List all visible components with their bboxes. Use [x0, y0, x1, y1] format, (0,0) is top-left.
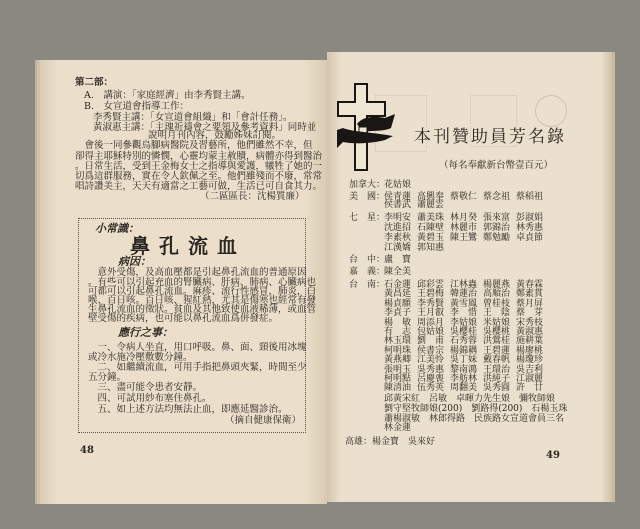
donor-name: 施耕葉	[516, 336, 544, 347]
donor-name: 楊 敏	[384, 317, 412, 328]
donor-name: 陳全美	[384, 267, 412, 277]
region-label: 嘉 義：	[349, 267, 386, 277]
box-source: （摘自健康保衛）	[225, 415, 302, 426]
region-label-spacer	[349, 337, 384, 347]
donor-name: 石金蓮	[384, 280, 412, 290]
donor-name: 柯明珠	[384, 345, 412, 356]
donor-name: 楊廖桃	[516, 345, 544, 356]
donor-row	[349, 384, 549, 394]
donor-name: 郭錦治	[483, 223, 511, 233]
donor-name: 柯明點	[384, 374, 412, 384]
donor-name: 蔡敬仁	[450, 192, 478, 202]
donor-name: 蔡稻祖	[516, 192, 544, 202]
region-label: 台 中：	[349, 255, 386, 265]
donor-line: 邱黃宋紅 呂敏 卓暉力先生娘 彌牧師娘	[384, 394, 556, 404]
donor-name: 王碧蓮	[483, 345, 511, 356]
paragraph-line: 切爲這群服務，實在令人欽佩之至。他們雖殘而不廢，常常	[75, 171, 323, 182]
sub-item-2: 黃淑惠主講：「主瑰祈禱會之要領及參考資料」同時並	[93, 122, 317, 133]
region-label: 加拿大：	[349, 180, 386, 190]
region-label-kaohsiung: 高雄：	[345, 437, 373, 447]
paragraph-line: 會後一同參觀烏腳病醫院及習藝所，他們雖然不幸，但	[75, 140, 313, 151]
region-label-spacer	[349, 300, 384, 310]
donor-name: 江林蟲	[450, 280, 478, 290]
donor-name: 李貞子	[384, 308, 412, 319]
donor-name: 林月癸	[450, 213, 478, 223]
donor-name: 吳秀惠	[417, 364, 445, 375]
donor-name: 洪純子	[483, 374, 511, 384]
donor-line: 蕭楊淑敏 林郎得路 民族路女宣道會員三名	[384, 414, 565, 424]
donor-name: 黃昌延	[384, 289, 412, 300]
paragraph-line: 卻得主耶穌特別的憐憫，心靈均蒙主赦贖，病體亦得到醫治	[75, 151, 323, 162]
donor-name: 楊錦耦	[450, 345, 478, 356]
donor-name: 侯青蓮	[384, 192, 412, 202]
donor-name: 侯書宗	[417, 345, 445, 356]
donor-name: 彭淑娟	[516, 213, 544, 223]
donor-name: 黃淑惠	[516, 327, 544, 337]
donor-name: 蔡 芽	[516, 308, 544, 319]
donor-line: 劉守堅牧師娘(200) 劉路得(200) 石楊玉珠	[384, 404, 568, 414]
donor-name: 呂慶喪	[417, 374, 445, 384]
donor-name: 卓貞節	[516, 233, 544, 243]
donor-name: 吳秀圓	[483, 383, 511, 394]
region-label-spacer	[349, 356, 384, 366]
donor-name: 戴春帆	[483, 355, 511, 366]
donor-name: 李明安	[384, 213, 412, 223]
donor-name: 宋秀枝	[516, 317, 544, 328]
donor-name: 周添月	[417, 317, 445, 328]
donor-name: 侯書武	[384, 200, 412, 210]
donor-name: 王 陰	[483, 308, 511, 319]
donor-row	[349, 244, 450, 254]
region-label: 台 南：	[349, 280, 386, 290]
donor-name: 李秀賢	[417, 298, 445, 309]
donor-name: 楊貞願	[384, 298, 412, 309]
cross-with-hands-icon	[335, 82, 397, 174]
donor-name: 蕭美珠	[417, 213, 445, 223]
region-label-spacer	[349, 347, 384, 357]
donor-name: 王碧梅	[417, 289, 445, 300]
donor-name: 黃雪鳳	[450, 298, 478, 309]
donor-name: 黃碧玉	[417, 233, 445, 243]
donor-name: 盧 寶	[384, 255, 412, 265]
donor-name: 周翻美	[450, 383, 478, 394]
action-heading: 應行之事：	[118, 326, 173, 339]
cause-heading: 病因：	[118, 255, 151, 268]
box-title: 鼻孔流血	[130, 234, 246, 258]
donor-name: 黃燕卿	[384, 355, 412, 366]
donor-name: 江淑麗	[516, 374, 544, 384]
donor-name: 江漢嬌	[384, 243, 412, 253]
donor-name: 李姑娘	[450, 317, 478, 328]
donor-name: 韓蓮治	[450, 289, 478, 300]
part-heading: 第二部：	[75, 77, 114, 88]
region-label: 七 星：	[349, 213, 386, 223]
donor-name: 伍秀英	[417, 383, 445, 394]
action-line: 四、可試用紗布塞住鼻孔。	[88, 393, 212, 404]
donor-row	[349, 181, 417, 191]
cause-line: 可都可以引起鼻孔流血。麻疹、流行性感冒，肺炎，白	[88, 286, 317, 297]
donor-row	[349, 268, 417, 278]
donor-row	[349, 201, 450, 211]
box-label: 小常識：	[95, 222, 139, 235]
sub-item-2-cont: 說明月刊內容，鼓勵姊妹訂閱。	[148, 130, 282, 141]
donor-name: 邱彩雲	[417, 280, 445, 290]
donor-name: 林秀惠	[516, 223, 544, 233]
cause-line: 喉、百日咳。百日咳、猩紅熱，尤其是傷寒也經常有發	[88, 295, 317, 306]
item-a: A. 講演：「家庭經濟」由李秀賢主講。	[84, 90, 251, 101]
donor-name: 鄭素貫	[516, 289, 544, 300]
donor-name: 王月叡	[417, 308, 445, 319]
sub-item-1: 李秀賢主講：「女宣道會組織」和「會計任務」。	[93, 112, 293, 123]
region-label-spacer	[349, 244, 384, 254]
donor-name: 張來富	[483, 213, 511, 223]
donor-name: 李 惜	[450, 308, 478, 319]
donor-name: 林玉環	[384, 336, 412, 347]
donor-name: 鄭勉勵	[483, 233, 511, 243]
page-number-left: 48	[80, 445, 94, 456]
donor-line: 林金蓮	[384, 423, 412, 433]
donor-name: 劉 甫	[417, 336, 445, 347]
faint-figure-illustration	[535, 95, 567, 127]
cause-line: 生鼻孔流血的徵狀。貧血及其他致使血液稀薄，或血管	[88, 304, 317, 315]
item-b: B. 女宣道會指導工作：	[84, 101, 190, 112]
region-label-spacer	[349, 375, 384, 385]
donor-name: 楊瓊珍	[516, 355, 544, 366]
donor-name: 吳櫻桃	[483, 327, 511, 337]
donor-name: 花姑娘	[384, 180, 412, 190]
region-label-spacer	[349, 290, 384, 300]
donor-name: 張明玉	[384, 364, 412, 375]
donor-name: 許 廿	[516, 383, 544, 394]
region-label-spacer	[349, 201, 384, 211]
donor-row	[349, 256, 417, 266]
donor-name: 高順治	[483, 289, 511, 300]
cause-line: 意外受傷，及高血壓都是引起鼻孔流血的普通原因	[88, 267, 307, 278]
page-subtitle: （每名奉獻新台幣壹百元）	[439, 160, 554, 171]
cause-line: 壁受傷的疾病，也可能以鼻孔流血爲併發症。	[88, 313, 279, 324]
donor-name: 沈進招	[384, 223, 412, 233]
donor-row	[349, 234, 549, 244]
paragraph-line: 唱詩讚美主，天天有適當之工藝可做，生活已可自食其力。	[75, 181, 323, 192]
donor-name: 吳吉利	[516, 364, 544, 375]
kaohsiung-names: 楊金寶 吳來好	[372, 437, 436, 447]
donor-name: 蔡月屏	[516, 298, 544, 309]
donor-name: 陳王鸞	[450, 233, 478, 243]
action-line: 五分鐘。	[88, 372, 127, 383]
donor-name: 郭知惠	[417, 243, 445, 253]
donor-name: 黃春霖	[516, 280, 544, 290]
donor-name: 蕭麗雲	[417, 200, 445, 210]
donor-name: 江美怜	[417, 355, 445, 366]
donor-name: 包姑娘	[417, 327, 445, 337]
donor-name: 李素秋	[384, 233, 412, 243]
donor-name: 楊麗燕	[483, 280, 511, 290]
action-line: 一、令病人坐直，用口呼吸。鼻、面、頸後用冰塊	[88, 342, 307, 353]
attribution: （二區區長：沈楊質廉）	[200, 191, 305, 202]
donor-name: 陳清油	[384, 383, 412, 394]
donor-name: 高興奉	[417, 192, 445, 202]
region-label: 美 國：	[349, 192, 386, 202]
region-label-spacer	[349, 328, 384, 338]
donor-name: 石陳壁	[417, 223, 445, 233]
action-line: 或冷水施冷壓敷數分鐘。	[88, 352, 193, 363]
donor-name: 蔡念祖	[483, 192, 511, 202]
donor-name: 黎南鴻	[450, 364, 478, 375]
donor-name: 石秀蓉	[450, 336, 478, 347]
region-label-spacer	[349, 384, 384, 394]
action-line: 二、如繼續流血，可用手指把鼻頭夾緊，時間至少	[88, 362, 307, 373]
region-label-spacer	[349, 309, 384, 319]
page-number-right: 49	[546, 450, 560, 461]
paragraph-line: 。日常生活，受到王金梅女士之指導與愛護，犧牲了她的一	[75, 161, 323, 172]
donor-name: 有 志	[384, 327, 412, 337]
region-label-spacer	[349, 319, 384, 329]
region-label-spacer	[349, 234, 384, 244]
donor-name: 米姑娘	[483, 317, 511, 328]
region-label-spacer	[349, 366, 384, 376]
region-label-spacer	[349, 224, 384, 234]
donor-name: 林麗市	[450, 223, 478, 233]
page-title: 本刊贊助員芳名錄	[414, 127, 566, 147]
action-line: 三、盡可能令患者安靜。	[88, 382, 203, 393]
donor-name: 洪鶯桂	[483, 336, 511, 347]
action-line: 五、如上述方法均無法止血，即應延醫診治。	[88, 404, 288, 415]
donor-name: 吳櫻桂	[450, 327, 478, 337]
donor-name: 李舫林	[450, 374, 478, 384]
donor-name: 曾桂枝	[483, 298, 511, 309]
cause-line: 。有些可以引起充血的腎臟病、肝病、肺病、心臟病也	[88, 277, 317, 288]
donor-name: 吳丁妹	[450, 355, 478, 366]
donor-name: 王環治	[483, 364, 511, 375]
